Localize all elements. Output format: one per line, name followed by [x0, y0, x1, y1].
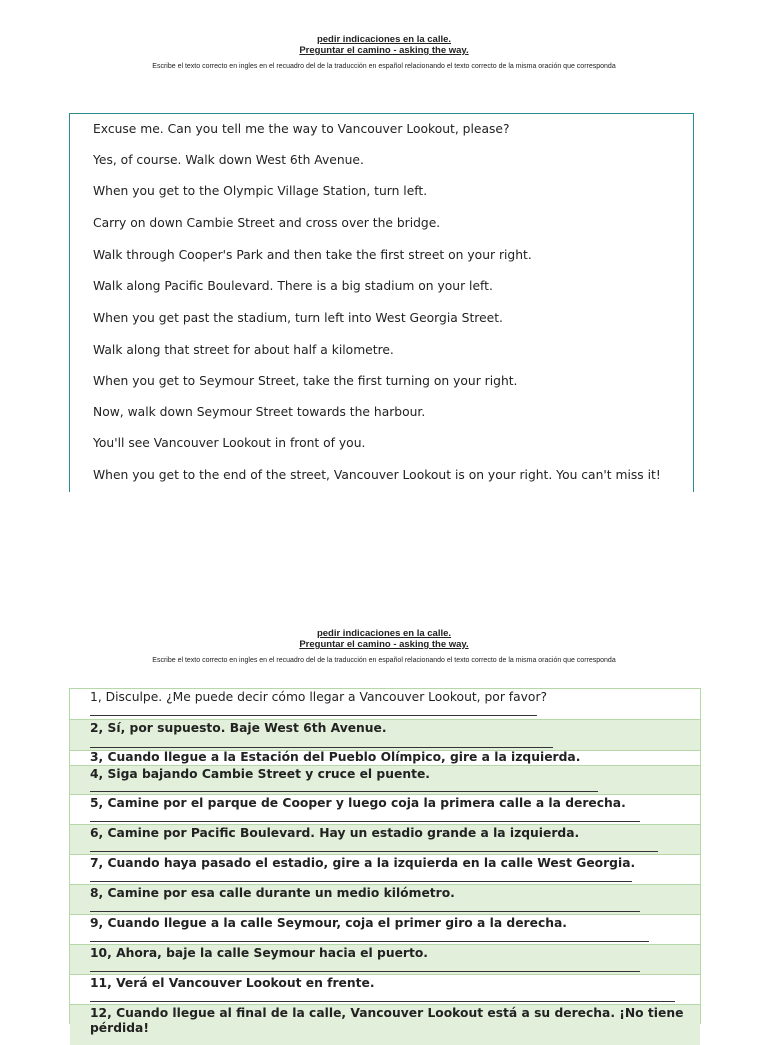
english-line: Excuse me. Can you tell me the way to Vancouver Lookout, please? — [93, 122, 510, 136]
table-row — [70, 766, 700, 795]
table-row — [70, 915, 700, 945]
spanish-sentence: 11, Verá el Vancouver Lookout en frente. — [90, 976, 375, 990]
spanish-sentence: 7, Cuando haya pasado el estadio, gire a la izquierda en la calle West Georgia. — [90, 856, 636, 870]
english-line: Carry on down Cambie Street and cross over the bridge. — [93, 216, 441, 230]
answer-blank-line[interactable] — [90, 821, 640, 822]
spanish-sentence: 1, Disculpe. ¿Me puede decir cómo llegar a Vancouver Lookout, por favor? — [90, 690, 548, 704]
spanish-sentence: 8, Camine por esa calle durante un medio kilómetro. — [90, 886, 455, 900]
spanish-sentence: 10, Ahora, baje la calle Seymour hacia el puerto. — [90, 946, 428, 960]
english-line: Yes, of course. Walk down West 6th Avenue. — [93, 153, 364, 167]
worksheet-title-1: pedir indicaciones en la calle. — [316, 34, 452, 45]
table-row — [70, 855, 700, 885]
english-line: You'll see Vancouver Lookout in front of you. — [93, 436, 366, 450]
answer-blank-line[interactable] — [90, 715, 537, 716]
spanish-sentence: 9, Cuando llegue a la calle Seymour, coja el primer giro a la derecha. — [90, 916, 567, 930]
table-row — [70, 825, 700, 855]
answer-blank-line[interactable] — [90, 747, 553, 748]
spanish-sentence: 5, Camine por el parque de Cooper y luego coja la primera calle a la derecha. — [90, 796, 626, 810]
worksheet-header-top — [0, 34, 768, 70]
answer-blank-line[interactable] — [90, 881, 632, 882]
worksheet-title-1: pedir indicaciones en la calle. — [316, 628, 452, 639]
spanish-sentence: 3, Cuando llegue a la Estación del Pueblo Olímpico, gire a la izquierda. — [90, 750, 581, 764]
english-line: Walk along Pacific Boulevard. There is a big stadium on your left. — [93, 279, 493, 293]
answer-blank-line[interactable] — [90, 791, 598, 792]
table-row — [70, 945, 700, 975]
spanish-sentence: 12, Cuando llegue al final de la calle, Vancouver Lookout está a su derecha. ¡No tiene pérdida! — [90, 1006, 684, 1035]
worksheet-title-2: Preguntar el camino - asking the way. — [299, 45, 469, 56]
spanish-sentence: 4, Siga bajando Cambie Street y cruce el puente. — [90, 767, 430, 781]
table-row — [70, 1005, 700, 1045]
worksheet-header-bottom — [0, 628, 768, 664]
table-row — [70, 751, 700, 766]
table-row — [70, 975, 700, 1005]
english-line: When you get to Seymour Street, take the first turning on your right. — [93, 374, 518, 388]
english-line: When you get to the Olympic Village Station, turn left. — [93, 184, 428, 198]
table-row — [70, 720, 700, 751]
table-row — [70, 885, 700, 915]
table-row — [70, 689, 700, 720]
table-row — [70, 795, 700, 825]
worksheet-instruction: Escribe el texto correcto en ingles en el recuadro del de la traducción en español relacionando el texto correcto de la misma oración que corresponda — [152, 63, 616, 70]
english-line: When you get to the end of the street, Vancouver Lookout is on your right. You can't miss it! — [93, 468, 661, 482]
english-line: Walk along that street for about half a kilometre. — [93, 343, 394, 357]
spanish-sentence: 6, Camine por Pacific Boulevard. Hay un estadio grande a la izquierda. — [90, 826, 580, 840]
answer-blank-line[interactable] — [90, 851, 658, 852]
worksheet-title-2: Preguntar el camino - asking the way. — [299, 639, 469, 650]
answer-blank-line[interactable] — [90, 1001, 675, 1002]
spanish-translation-table — [69, 688, 701, 1035]
english-sentences-box — [69, 113, 694, 492]
answer-blank-line[interactable] — [90, 911, 640, 912]
english-line: When you get past the stadium, turn left into West Georgia Street. — [93, 311, 503, 325]
spanish-sentence: 2, Sí, por supuesto. Baje West 6th Avenue. — [90, 721, 387, 735]
answer-blank-line[interactable] — [90, 971, 640, 972]
worksheet-instruction: Escribe el texto correcto en ingles en el recuadro del de la traducción en español relacionando el texto correcto de la misma oración que corresponda — [152, 657, 616, 664]
english-line: Now, walk down Seymour Street towards the harbour. — [93, 405, 426, 419]
answer-blank-line[interactable] — [90, 941, 649, 942]
english-line: Walk through Cooper's Park and then take the first street on your right. — [93, 248, 532, 262]
